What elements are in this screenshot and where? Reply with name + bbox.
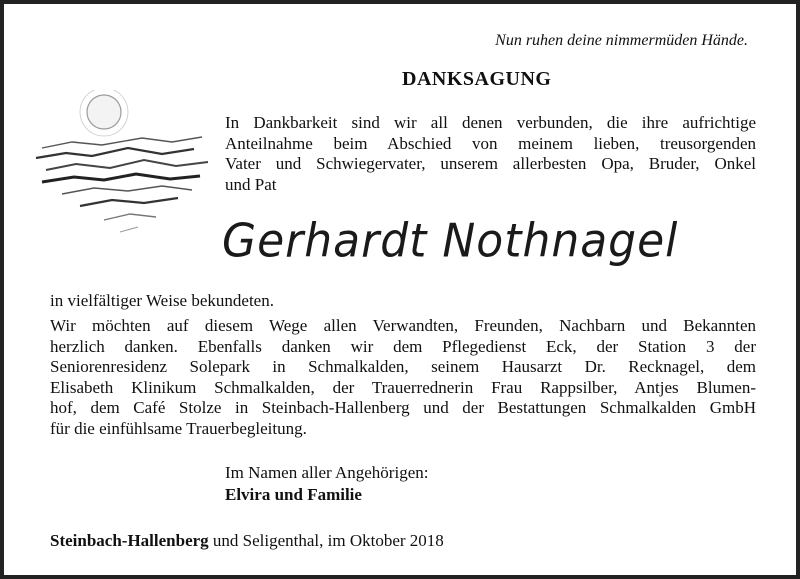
paragraph-line: hof, dem Café Stolze in Steinbach-Hallenberg und der Bestattungen Schmalkalden GmbH (50, 398, 756, 417)
motto: Nun ruhen deine nimmermüden Hände. (495, 32, 748, 49)
footer-date: und Seligenthal, im Oktober 2018 (208, 531, 444, 550)
paragraph-line: Seniorenresidenz Solepark in Schmalkalden, seinem Hausarzt Dr. Recknagel, dem (50, 357, 756, 376)
paragraph-line: herzlich danken. Ebenfalls danken wir dem Pflegedienst Eck, der Station 3 der (50, 336, 756, 356)
deceased-name: Gerhardt Nothnagel (222, 214, 679, 269)
footer-place-date (50, 531, 444, 551)
intro-line: In Dankbarkeit sind wir all denen verbunden, die ihre aufrichtige (225, 113, 756, 132)
thanks-paragraph (50, 316, 756, 439)
paragraph-line: Wir möchten auf diesem Wege allen Verwandten, Freunden, Nachbarn und Bekannten (50, 316, 756, 335)
paragraph-line: für die einfühlsame Trauerbegleitung. (50, 418, 307, 438)
intro-line: Anteilnahme beim Abschied von meinem lieben, treusorgenden (225, 133, 756, 153)
signature: Elvira und Familie (225, 485, 362, 504)
closing-block (225, 462, 428, 506)
paragraph-line: Elisabeth Klinikum Schmalkalden, der Trauerrednerin Frau Rappsilber, Antjes Blumen- (50, 377, 756, 397)
notice-heading: DANKSAGUNG (402, 68, 552, 90)
intro-line: Vater und Schwiegervater, unserem allerbesten Opa, Bruder, Onkel (225, 154, 756, 173)
closing-line: Im Namen aller Angehörigen: (225, 463, 429, 482)
intro-text (225, 113, 756, 195)
intro-line: und Pat (225, 174, 277, 194)
moon-landscape-illustration (32, 90, 212, 240)
after-name-line: in vielfältiger Weise bekundeten. (50, 291, 274, 310)
footer-place: Steinbach-Hallenberg (50, 531, 209, 550)
